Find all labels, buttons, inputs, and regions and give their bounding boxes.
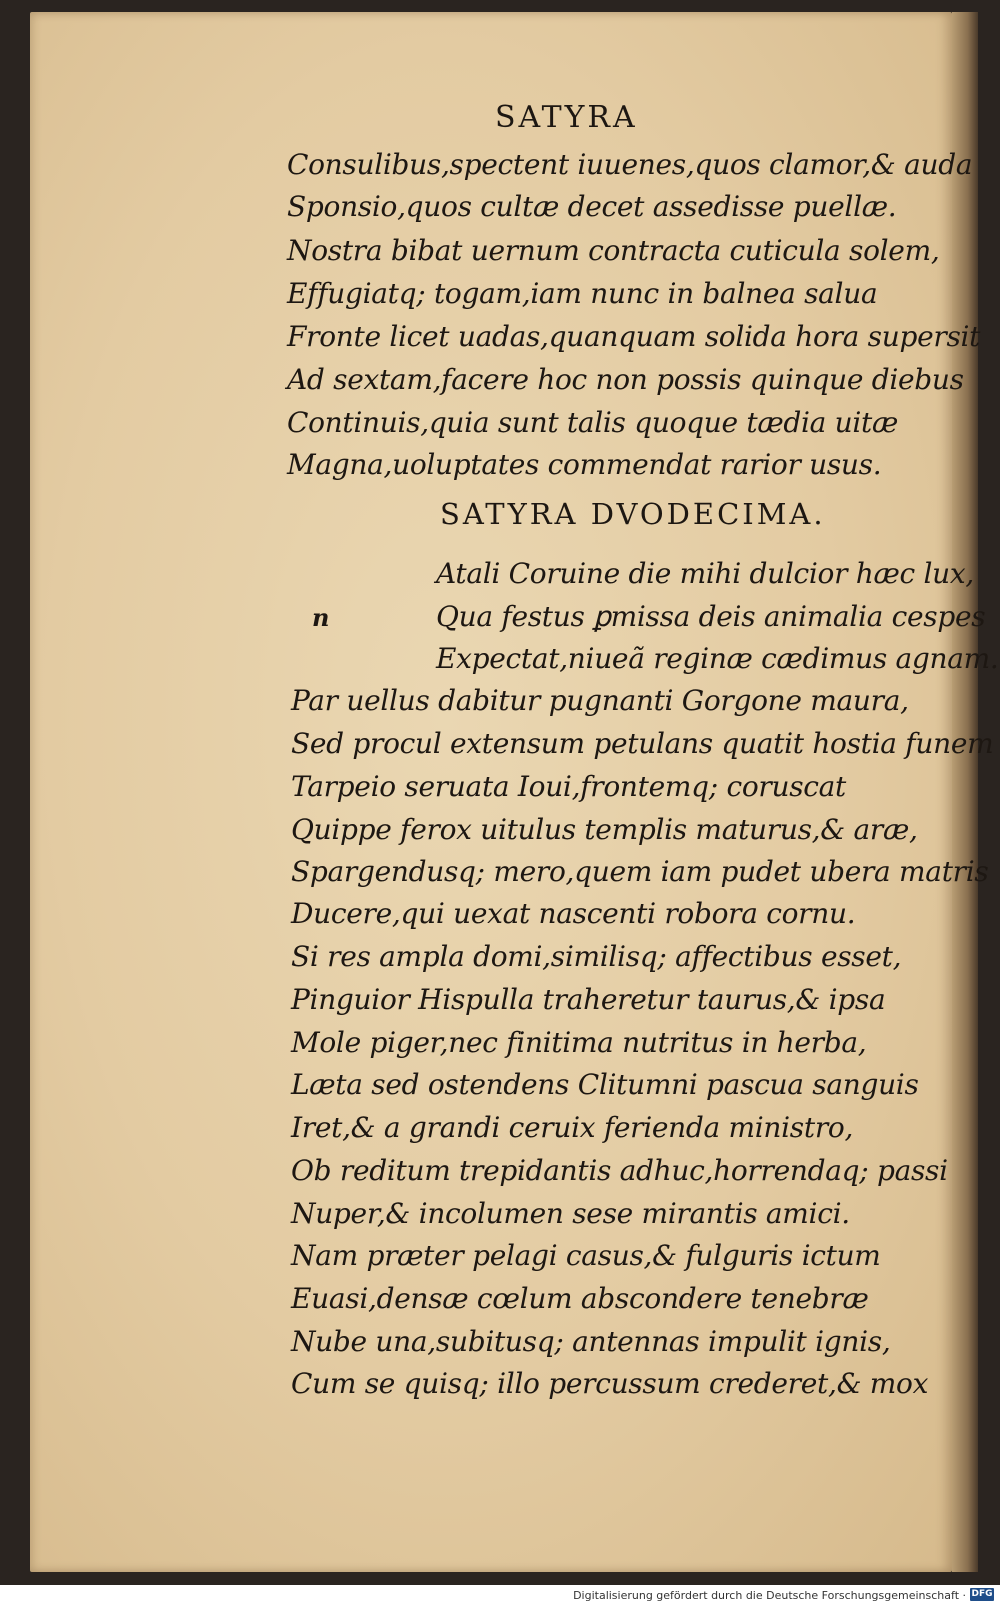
running-head: SATYRA bbox=[495, 100, 638, 135]
verse-line: Nube una,subitusq; antennas impulit ignis, bbox=[291, 1325, 891, 1358]
verse-line: Si res ampla domi,similisq; affectibus esset, bbox=[291, 940, 902, 973]
verse-line: Par uellus dabitur pugnanti Gorgone maura, bbox=[291, 684, 909, 717]
dfg-logo: DFG bbox=[971, 1589, 993, 1599]
digitization-credit: Digitalisierung gefördert durch die Deutsche Forschungsgemeinschaft · bbox=[573, 1589, 966, 1602]
marginal-note: n bbox=[312, 603, 330, 632]
verse-line: Euasi,densæ cœlum abscondere tenebræ bbox=[291, 1282, 869, 1315]
verse-line: Nam præter pelagi casus,& fulguris ictum bbox=[291, 1239, 881, 1272]
section-heading: SATYRA DVODECIMA. bbox=[440, 497, 826, 531]
verse-line: Consulibus,spectent iuuenes,quos clamor,& auda bbox=[287, 148, 973, 181]
verse-line: Fronte licet uadas,quanquam solida hora supersit bbox=[287, 320, 981, 353]
page-gutter bbox=[952, 12, 978, 1572]
verse-line: Tarpeio seruata Ioui,frontemq; coruscat bbox=[291, 770, 847, 803]
verse-line: Nuper,& incolumen sese mirantis amici. bbox=[291, 1197, 850, 1230]
verse-line: Læta sed ostendens Clitumni pascua sanguis bbox=[291, 1068, 919, 1101]
verse-line: Mole piger,nec finitima nutritus in herba, bbox=[291, 1026, 867, 1059]
verse-line: Ob reditum trepidantis adhuc,horrendaq; passi bbox=[291, 1154, 948, 1187]
verse-line-indented: Qua festus ꝑmissa deis animalia cespes bbox=[436, 600, 986, 633]
verse-line: Spargendusq; mero,quem iam pudet ubera matris bbox=[291, 855, 989, 888]
verse-line: Nostra bibat uernum contracta cuticula solem, bbox=[287, 234, 940, 267]
verse-line: Iret,& a grandi ceruix ferienda ministro, bbox=[291, 1111, 854, 1144]
verse-line-indented: Expectat,niueã reginæ cædimus agnam. bbox=[436, 642, 999, 675]
verse-line: Ad sextam,facere hoc non possis quinque diebus bbox=[287, 363, 964, 396]
verse-line: Quippe ferox uitulus templis maturus,& aræ, bbox=[291, 813, 918, 846]
verse-line: Continuis,quia sunt talis quoque tædia uitæ bbox=[287, 406, 898, 439]
verse-line: Magna,uoluptates commendat rarior usus. bbox=[287, 448, 882, 481]
verse-line: Ducere,qui uexat nascenti robora cornu. bbox=[291, 897, 856, 930]
verse-line: Cum se quisq; illo percussum crederet,& mox bbox=[291, 1367, 929, 1400]
verse-line: Sed procul extensum petulans quatit hostia funem bbox=[291, 727, 994, 760]
verse-line: Effugiatq; togam,iam nunc in balnea salua bbox=[287, 277, 878, 310]
verse-line: Pinguior Hispulla traheretur taurus,& ipsa bbox=[291, 983, 886, 1016]
verse-line-indented: Atali Coruine die mihi dulcior hæc lux, bbox=[436, 557, 974, 590]
verse-line: Sponsio,quos cultæ decet assedisse puellæ. bbox=[287, 190, 897, 223]
